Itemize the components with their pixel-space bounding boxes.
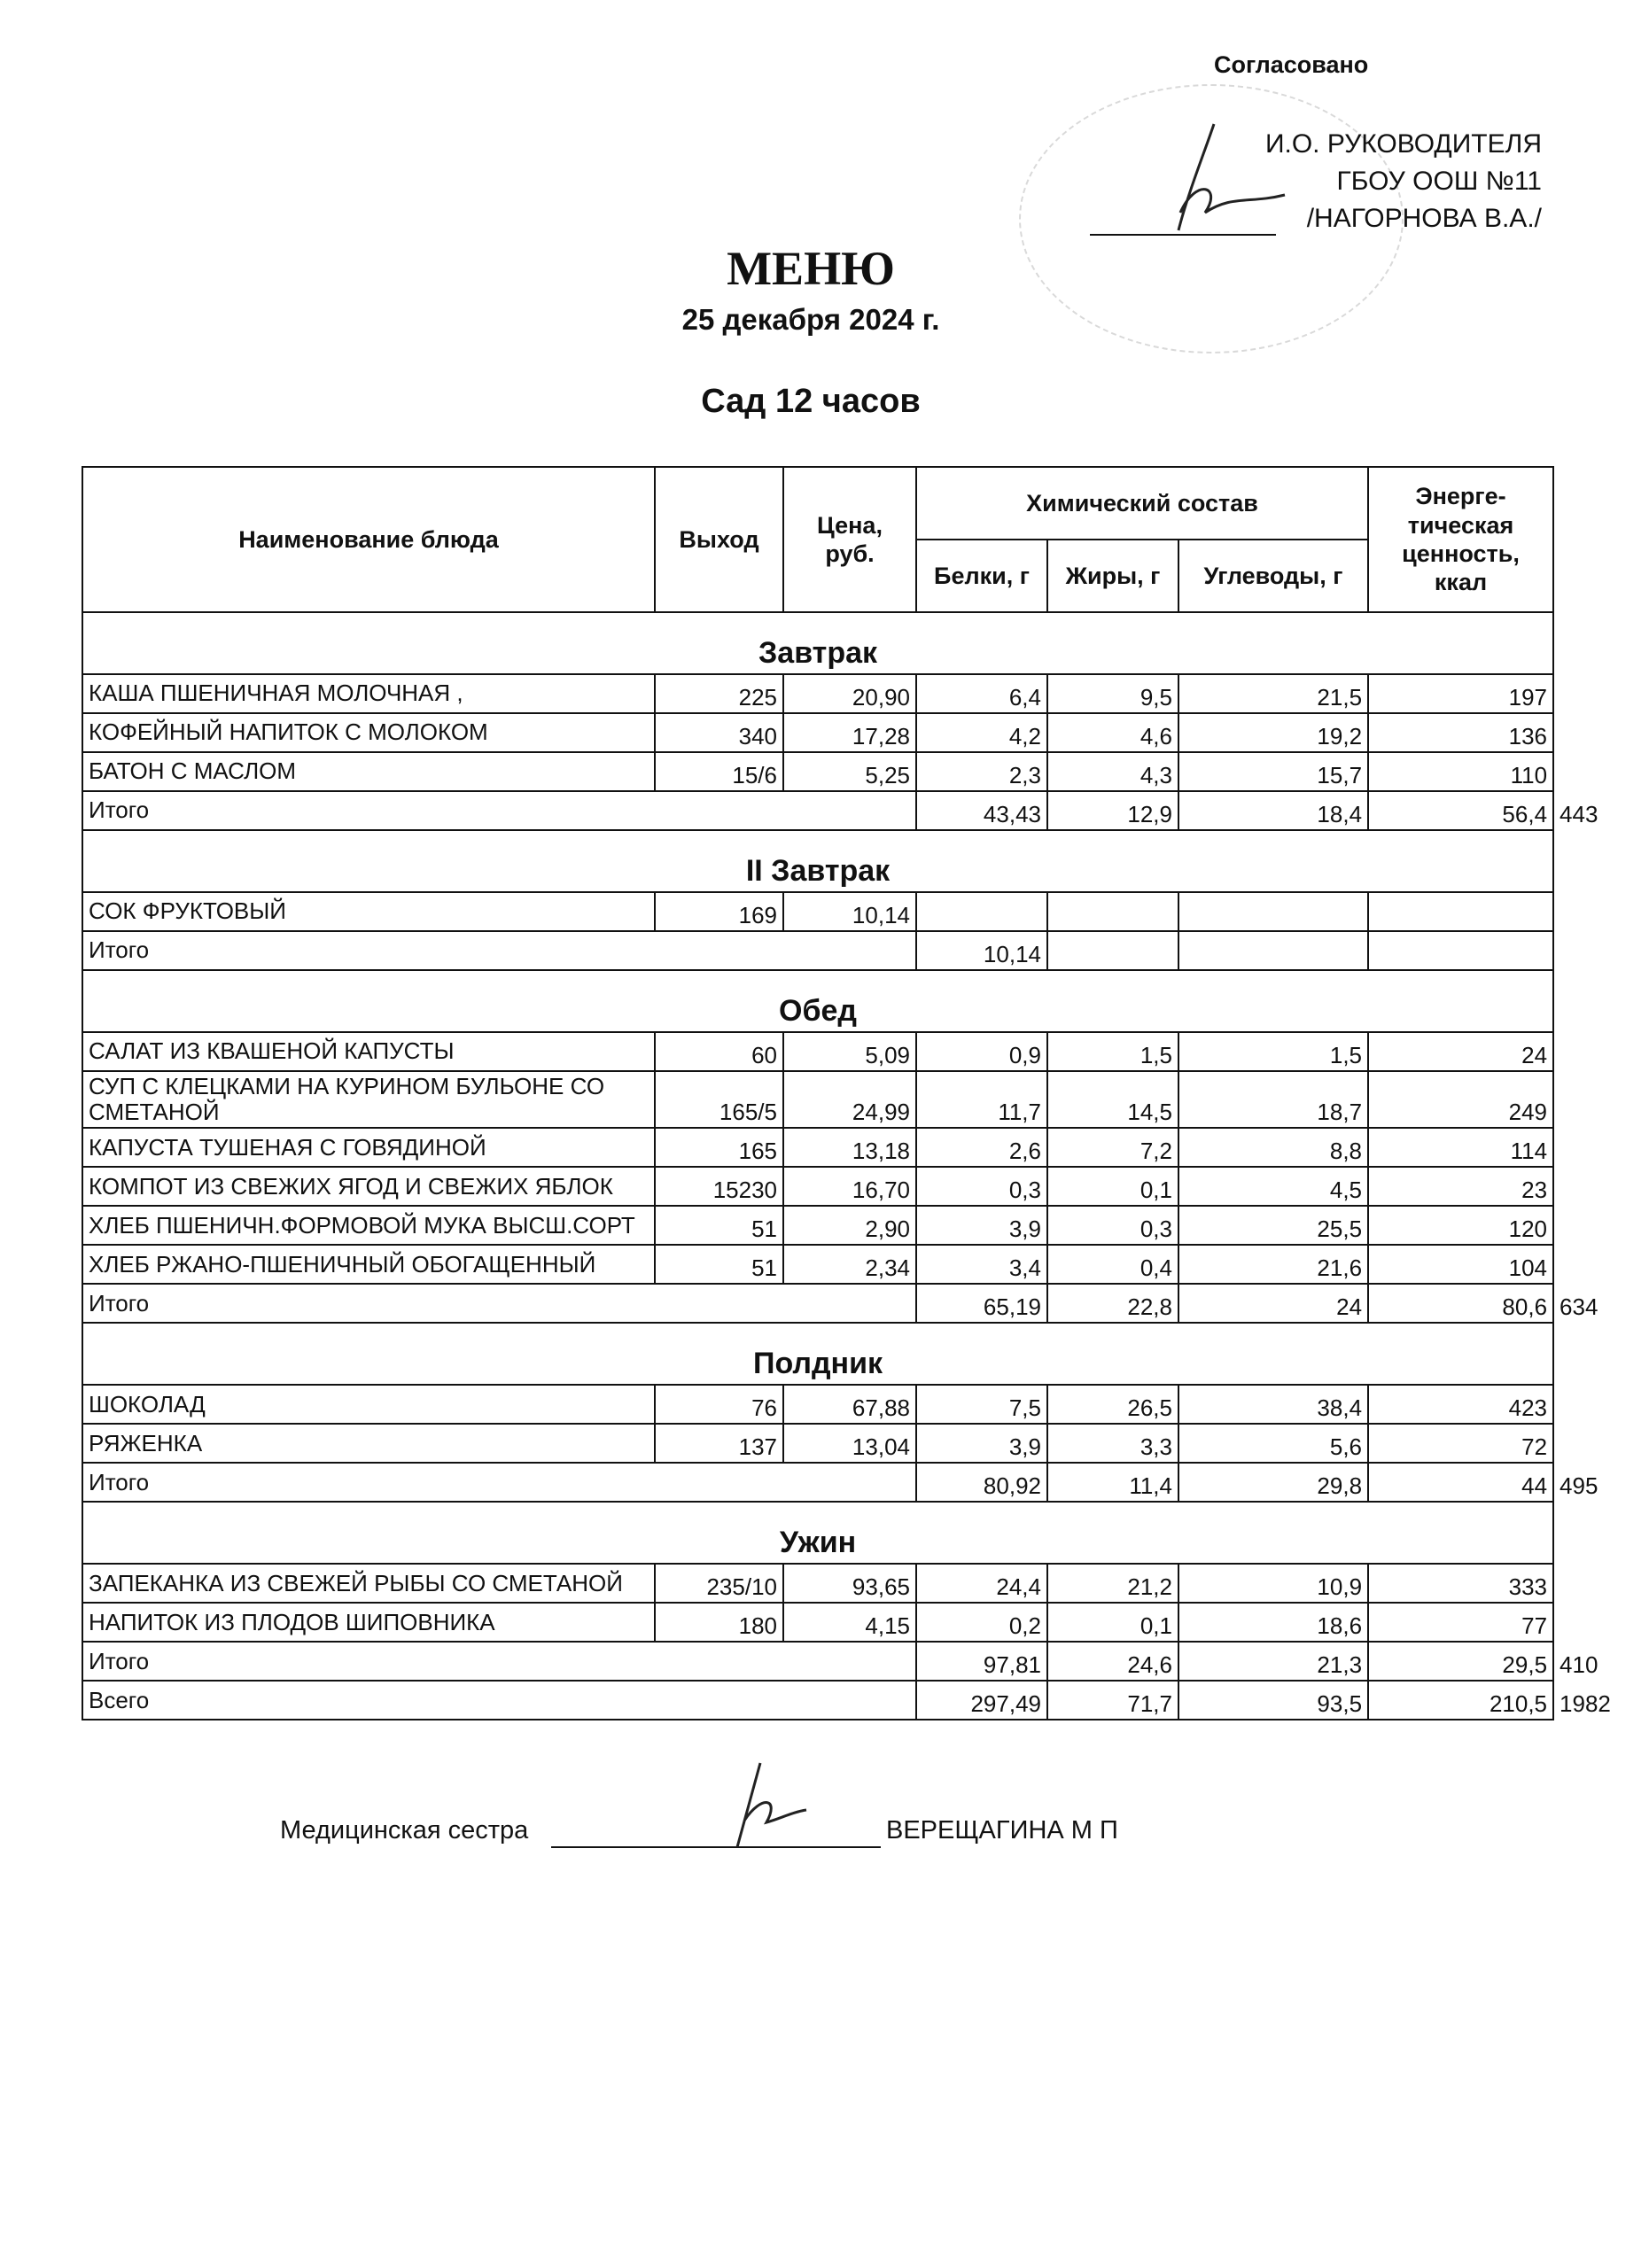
col-header-energy: Энерге- тическая ценность, ккал [1368,467,1553,612]
cell-fat: 0,1 [1047,1167,1178,1206]
total-protein [1047,931,1178,970]
total-price: 43,43 [916,791,1047,830]
page-title: МЕНЮ [727,242,895,295]
cell-energy: 104 [1368,1245,1553,1284]
section-title: II Завтрак [82,830,1553,892]
footer-signature-line [551,1846,881,1848]
dish-name: ШОКОЛАД [82,1385,655,1424]
cell-protein: 0,9 [916,1032,1047,1071]
table-row [82,1603,1553,1642]
nurse-signature-icon [718,1759,815,1856]
cell-energy [1368,892,1553,931]
cell-energy: 136 [1368,713,1553,752]
total-label: Итого [82,1642,916,1681]
total-row: Итого 97,81 24,6 21,3 29,5 410 [82,1642,1553,1681]
cell-fat: 4,3 [1047,752,1178,791]
cell-price: 16,70 [783,1167,916,1206]
table-row [82,1385,1553,1424]
director-signature-icon [1152,115,1294,239]
total-carbs: 44 [1368,1463,1553,1502]
cell-protein: 7,5 [916,1385,1047,1424]
cell-price: 13,04 [783,1424,916,1463]
cell-yield: 60 [655,1032,783,1071]
grand-total-fat: 93,5 [1178,1681,1368,1720]
total-fat: 18,4 [1178,791,1368,830]
cell-protein: 6,4 [916,674,1047,713]
menu-table-body [82,612,1611,1720]
grand-total-carbs: 210,5 [1368,1681,1553,1720]
cell-energy: 72 [1368,1424,1553,1463]
total-fat: 21,3 [1178,1642,1368,1681]
cell-carbs: 19,2 [1178,713,1368,752]
grand-total-label: Всего [82,1681,916,1720]
total-fat: 24 [1178,1284,1368,1323]
cell-fat: 1,5 [1047,1032,1178,1071]
cell-price: 24,99 [783,1071,916,1128]
dish-name: ЗАПЕКАНКА ИЗ СВЕЖЕЙ РЫБЫ СО СМЕТАНОЙ [82,1564,655,1603]
cell-fat: 0,4 [1047,1245,1178,1284]
cell-fat: 14,5 [1047,1071,1178,1128]
cell-protein: 0,2 [916,1603,1047,1642]
total-label: Итого [82,1463,916,1502]
dish-name: РЯЖЕНКА [82,1424,655,1463]
section-header-row [82,1502,1553,1564]
cell-yield: 137 [655,1424,783,1463]
total-protein: 12,9 [1047,791,1178,830]
cell-carbs: 38,4 [1178,1385,1368,1424]
cell-energy: 197 [1368,674,1553,713]
total-price: 10,14 [916,931,1047,970]
cell-fat: 26,5 [1047,1385,1178,1424]
cell-fat: 0,1 [1047,1603,1178,1642]
cell-yield: 165 [655,1128,783,1167]
total-label: Итого [82,931,916,970]
cell-protein [916,892,1047,931]
total-fat [1178,931,1368,970]
total-protein: 22,8 [1047,1284,1178,1323]
cell-energy: 24 [1368,1032,1553,1071]
total-carbs: 80,6 [1368,1284,1553,1323]
dish-name: КОФЕЙНЫЙ НАПИТОК С МОЛОКОМ [82,713,655,752]
cell-yield: 76 [655,1385,783,1424]
cell-energy: 120 [1368,1206,1553,1245]
cell-energy: 423 [1368,1385,1553,1424]
cell-carbs: 15,7 [1178,752,1368,791]
approval-title: Согласовано [1214,51,1369,78]
section-title: Обед [82,970,1553,1032]
cell-price: 10,14 [783,892,916,931]
col-header-yield: Выход [655,467,783,612]
total-row: Итого 80,92 11,4 29,8 44 495 [82,1463,1553,1502]
cell-yield: 180 [655,1603,783,1642]
cell-protein: 11,7 [916,1071,1047,1128]
dish-name: КАША ПШЕНИЧНАЯ МОЛОЧНАЯ , [82,674,655,713]
cell-carbs: 1,5 [1178,1032,1368,1071]
grand-total-price: 297,49 [916,1681,1047,1720]
total-row: Итого 65,19 22,8 24 80,6 634 [82,1284,1553,1323]
section-title: Полдник [82,1323,1553,1385]
cell-yield: 51 [655,1245,783,1284]
col-header-price: Цена, руб. [783,467,916,612]
cell-protein: 2,3 [916,752,1047,791]
dish-name: КОМПОТ ИЗ СВЕЖИХ ЯГОД И СВЕЖИХ ЯБЛОК [82,1167,655,1206]
total-label: Итого [82,1284,916,1323]
table-row [82,1245,1553,1284]
cell-carbs: 5,6 [1178,1424,1368,1463]
table-row [82,713,1553,752]
total-protein: 11,4 [1047,1463,1178,1502]
dish-name: ХЛЕБ ПШЕНИЧН.ФОРМОВОЙ МУКА ВЫСШ.СОРТ [82,1206,655,1245]
footer-name: ВЕРЕЩАГИНА М П [886,1816,1118,1845]
cell-protein: 2,6 [916,1128,1047,1167]
col-header-chemical: Химический состав [916,467,1368,540]
dish-name: КАПУСТА ТУШЕНАЯ С ГОВЯДИНОЙ [82,1128,655,1167]
cell-carbs: 10,9 [1178,1564,1368,1603]
cell-energy: 249 [1368,1071,1553,1128]
cell-fat: 4,6 [1047,713,1178,752]
section-header-row [82,1323,1553,1385]
cell-carbs: 25,5 [1178,1206,1368,1245]
menu-date: 25 декабря 2024 г. [681,303,940,336]
total-row [82,931,1553,970]
col-header-protein: Белки, г [916,540,1047,612]
table-row [82,1128,1553,1167]
total-row: Итого 43,43 12,9 18,4 56,4 443 [82,791,1553,830]
dish-name: БАТОН С МАСЛОМ [82,752,655,791]
table-row [82,1167,1553,1206]
section-header-row [82,830,1553,892]
total-price: 80,92 [916,1463,1047,1502]
dish-name: СОК ФРУКТОВЫЙ [82,892,655,931]
total-carbs: 56,4 [1368,791,1553,830]
cell-carbs: 18,6 [1178,1603,1368,1642]
cell-price: 4,15 [783,1603,916,1642]
total-carbs [1368,931,1553,970]
cell-carbs: 18,7 [1178,1071,1368,1128]
cell-price: 5,09 [783,1032,916,1071]
cell-yield: 225 [655,674,783,713]
cell-price: 5,25 [783,752,916,791]
cell-protein: 0,3 [916,1167,1047,1206]
cell-yield: 51 [655,1206,783,1245]
section-header-row [82,612,1553,674]
dish-name: СУП С КЛЕЦКАМИ НА КУРИНОМ БУЛЬОНЕ СО СМЕТАНОЙ [82,1071,655,1128]
cell-fat: 9,5 [1047,674,1178,713]
approval-organization: ГБОУ ООШ №11 [1336,167,1542,196]
cell-yield: 15230 [655,1167,783,1206]
cell-fat [1047,892,1178,931]
footer-role: Медицинская сестра [280,1816,529,1845]
cell-price: 2,90 [783,1206,916,1245]
total-fat: 29,8 [1178,1463,1368,1502]
cell-carbs: 21,5 [1178,674,1368,713]
cell-price: 20,90 [783,674,916,713]
total-price: 65,19 [916,1284,1047,1323]
table-row [82,892,1553,931]
col-header-name: Наименование блюда [82,467,655,612]
cell-fat: 7,2 [1047,1128,1178,1167]
grand-total-row: Всего 297,49 71,7 93,5 210,5 1982 [82,1681,1553,1720]
menu-subtitle: Сад 12 часов [701,383,921,420]
cell-yield: 15/6 [655,752,783,791]
menu-table [82,466,1611,1720]
cell-energy: 114 [1368,1128,1553,1167]
approval-name: /НАГОРНОВА В.А./ [1306,204,1542,233]
cell-energy: 110 [1368,752,1553,791]
dish-name: САЛАТ ИЗ КВАШЕНОЙ КАПУСТЫ [82,1032,655,1071]
cell-protein: 3,4 [916,1245,1047,1284]
cell-protein: 4,2 [916,713,1047,752]
cell-price: 13,18 [783,1128,916,1167]
col-header-carbs: Углеводы, г [1178,540,1368,612]
cell-yield: 169 [655,892,783,931]
grand-total-protein: 71,7 [1047,1681,1178,1720]
col-header-fat: Жиры, г [1047,540,1178,612]
cell-price: 17,28 [783,713,916,752]
approval-position: И.О. РУКОВОДИТЕЛЯ [1264,129,1542,159]
cell-fat: 21,2 [1047,1564,1178,1603]
cell-energy: 333 [1368,1564,1553,1603]
total-protein: 24,6 [1047,1642,1178,1681]
cell-energy: 77 [1368,1603,1553,1642]
cell-carbs: 21,6 [1178,1245,1368,1284]
section-header-row [82,970,1553,1032]
table-row [82,1564,1553,1603]
table-row [82,1032,1553,1071]
table-row [82,1071,1553,1128]
table-row [82,1206,1553,1245]
cell-carbs [1178,892,1368,931]
cell-carbs: 8,8 [1178,1128,1368,1167]
cell-yield: 235/10 [655,1564,783,1603]
table-row [82,1424,1553,1463]
cell-yield: 165/5 [655,1071,783,1128]
cell-price: 93,65 [783,1564,916,1603]
cell-price: 67,88 [783,1385,916,1424]
cell-price: 2,34 [783,1245,916,1284]
total-carbs: 29,5 [1368,1642,1553,1681]
total-label: Итого [82,791,916,830]
dish-name: НАПИТОК ИЗ ПЛОДОВ ШИПОВНИКА [82,1603,655,1642]
dish-name: ХЛЕБ РЖАНО-ПШЕНИЧНЫЙ ОБОГАЩЕННЫЙ [82,1245,655,1284]
table-row [82,752,1553,791]
cell-carbs: 4,5 [1178,1167,1368,1206]
cell-fat: 0,3 [1047,1206,1178,1245]
cell-protein: 3,9 [916,1206,1047,1245]
cell-yield: 340 [655,713,783,752]
section-title: Ужин [82,1502,1553,1564]
table-row [82,674,1553,713]
cell-energy: 23 [1368,1167,1553,1206]
cell-fat: 3,3 [1047,1424,1178,1463]
section-title: Завтрак [82,612,1553,674]
total-price: 97,81 [916,1642,1047,1681]
cell-protein: 24,4 [916,1564,1047,1603]
cell-protein: 3,9 [916,1424,1047,1463]
